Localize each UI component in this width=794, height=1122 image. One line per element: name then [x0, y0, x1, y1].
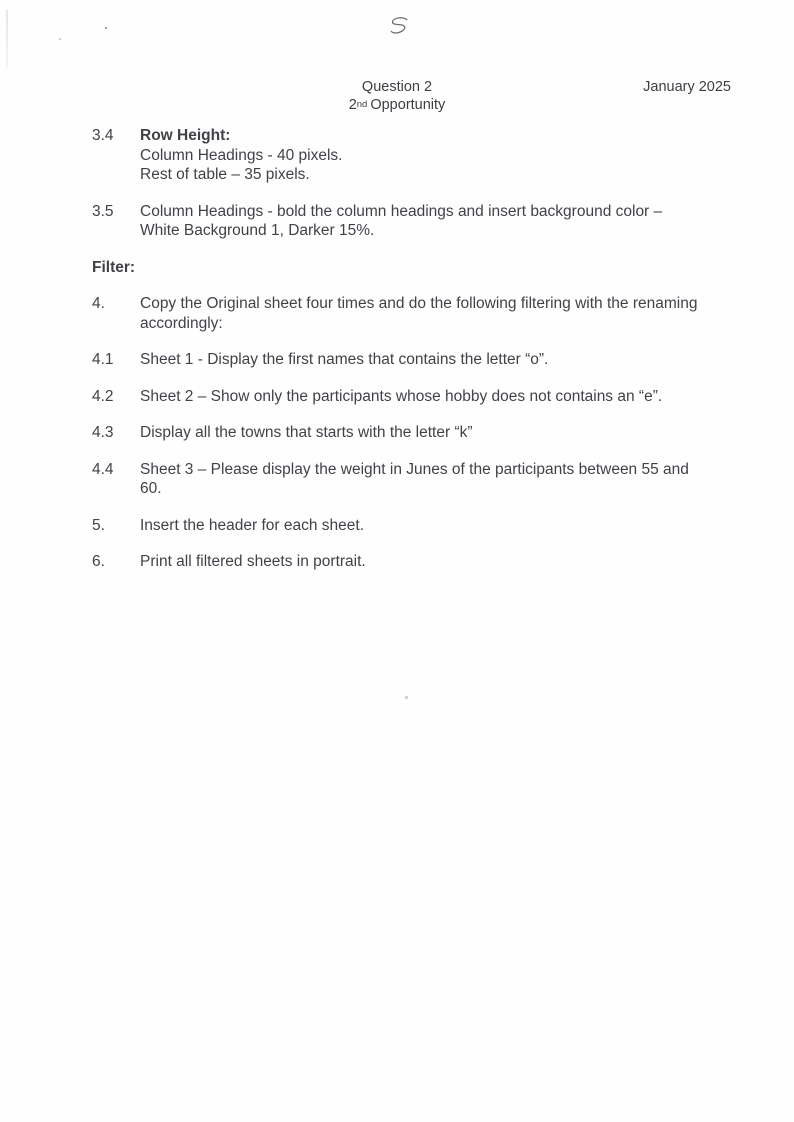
- item-number: 6.: [92, 553, 105, 570]
- item-number: 4.3: [92, 424, 114, 441]
- handwritten-mark: [386, 14, 412, 46]
- header-date: January 2025: [643, 79, 731, 95]
- item-text-line: Column Headings - 40 pixels.: [140, 146, 343, 164]
- item-text-line: Row Height:: [140, 127, 231, 144]
- section-heading-filter: Filter:: [92, 258, 136, 276]
- instruction-list: [92, 126, 716, 589]
- subtitle-ordinal: nd: [356, 98, 368, 110]
- list-item: [92, 516, 716, 536]
- item-number: 3.4: [92, 127, 114, 144]
- subtitle-text: Opportunity: [370, 96, 446, 113]
- list-item: [92, 294, 716, 333]
- list-item: [92, 387, 716, 407]
- item-text-line: Insert the header for each sheet.: [140, 516, 365, 534]
- item-text-line: Column Headings - bold the column headings and insert background color –: [140, 202, 663, 220]
- item-text-line: Sheet 2 – Show only the participants whose hobby does not contains an “e”.: [140, 387, 663, 405]
- item-text-line: Copy the Original sheet four times and do the following filtering with the renaming: [140, 295, 698, 312]
- item-text-line: 60.: [140, 480, 162, 497]
- item-text-line: Print all filtered sheets in portrait.: [140, 553, 366, 570]
- handwritten-s-icon: [386, 14, 412, 41]
- item-text-line: White Background 1, Darker 15%.: [140, 222, 375, 239]
- scan-edge-artifact: [6, 10, 8, 68]
- list-item: [92, 202, 716, 241]
- list-item: [92, 423, 716, 443]
- item-text-line: Sheet 3 – Please display the weight in Junes of the participants between 55 and: [140, 460, 689, 478]
- scan-speck: [59, 38, 61, 40]
- list-item: [92, 552, 716, 572]
- item-text-line: accordingly:: [140, 314, 223, 332]
- item-text-line: Rest of table – 35 pixels.: [140, 166, 310, 183]
- page-subtitle: [0, 97, 794, 115]
- item-number: 3.5: [92, 202, 114, 220]
- item-number: 4.1: [92, 351, 114, 368]
- page-header: [0, 79, 794, 114]
- list-item: [92, 350, 716, 370]
- subtitle-number: 2: [348, 96, 357, 113]
- list-item: [92, 126, 716, 185]
- item-number: 4.2: [92, 387, 114, 405]
- item-number: 4.: [92, 295, 105, 312]
- item-text-line: Display all the towns that starts with the letter “k”: [140, 424, 473, 441]
- item-number: 4.4: [92, 460, 114, 478]
- page-title: Question 2: [361, 79, 433, 95]
- scan-speck: [105, 27, 107, 29]
- item-number: 5.: [92, 516, 105, 534]
- scan-speck: [405, 696, 408, 699]
- list-item: [92, 460, 716, 499]
- item-text-line: Sheet 1 - Display the first names that contains the letter “o”.: [140, 351, 549, 368]
